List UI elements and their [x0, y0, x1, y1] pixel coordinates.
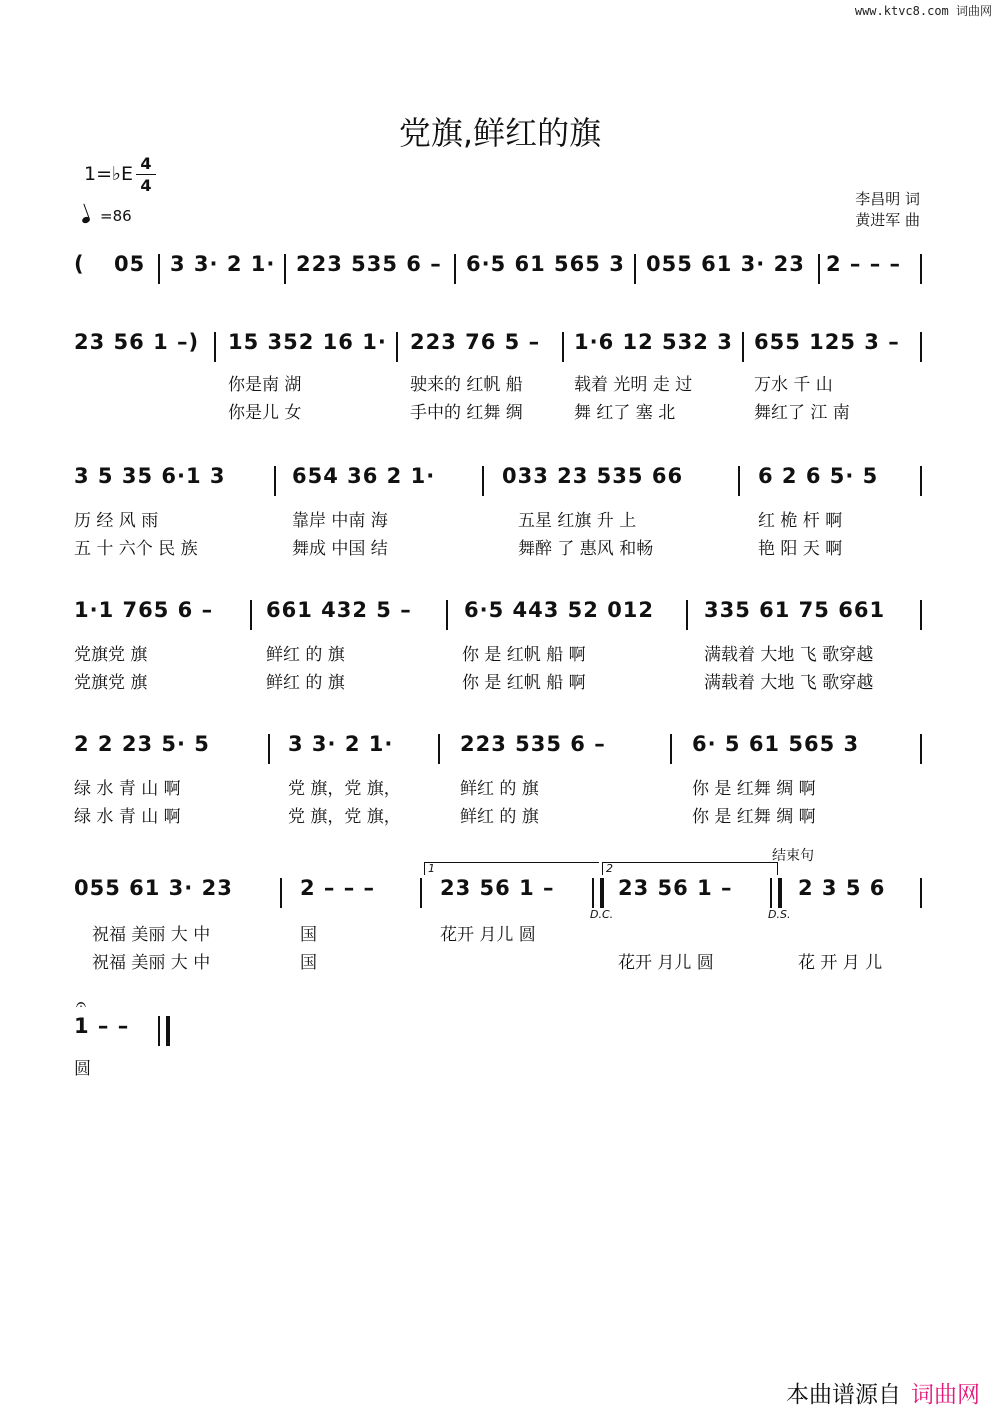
volta-2-label: 2	[606, 862, 613, 875]
lyric: 五 十 六个 民 族	[74, 539, 198, 559]
lyric: 五星 红旗 升 上	[518, 511, 637, 531]
lyric-line-2	[74, 948, 926, 973]
measure: 6· 5 61 565 3	[692, 732, 860, 756]
lyric: 靠岸 中南 海	[292, 511, 388, 531]
lyric: 你是儿 女	[228, 403, 302, 423]
page-title: 党旗,鲜红的旗	[398, 114, 602, 152]
lyric-line-1	[74, 920, 926, 945]
lyric: 党 旗，党 旗，	[288, 779, 401, 799]
lyric: 驶来的 红帆 船	[410, 375, 523, 395]
measure: 055 61 3· 23	[646, 252, 805, 276]
measure: 223 535 6 –	[460, 732, 606, 756]
lyric: 党旗党 旗	[74, 673, 148, 693]
lyric: 国	[300, 925, 317, 945]
volta-1-label: 1	[428, 862, 435, 875]
lyric: 你 是 红帆 船 啊	[462, 673, 586, 693]
watermark: www.ktvc8.com 词曲网	[854, 4, 992, 18]
lyric: 国	[300, 953, 317, 973]
lyric: 党 旗，党 旗，	[288, 807, 401, 827]
lyric-line-1	[74, 774, 926, 799]
lyric: 祝福 美丽 大 中	[92, 953, 211, 973]
measure: 3 3· 2 1·	[170, 252, 276, 276]
paren-open: (	[74, 252, 85, 276]
lyric-line-1	[74, 506, 926, 531]
coda-label: 结束句	[772, 848, 814, 864]
measure: 2 – – –	[300, 876, 376, 900]
measure: 23 56 1 –	[440, 876, 555, 900]
lyric: 你 是 红舞 绸 啊	[692, 807, 816, 827]
lyric: 手中的 红舞 绸	[410, 403, 523, 423]
lyric-line-1	[74, 1054, 926, 1079]
lyric: 鲜红 的 旗	[266, 645, 345, 665]
measure: 1·6 12 532 3	[574, 330, 733, 354]
lyric: 载着 光明 走 过	[574, 375, 693, 395]
measure: 2 2 23 5· 5	[74, 732, 210, 756]
measure: 05	[114, 252, 146, 276]
lyric: 鲜红 的 旗	[266, 673, 345, 693]
lyric: 祝福 美丽 大 中	[92, 925, 211, 945]
lyric: 绿 水 青 山 啊	[74, 807, 181, 827]
footer-brand-link[interactable]: 词曲网	[911, 1382, 980, 1408]
measure: 655 125 3 –	[754, 330, 900, 354]
measure: 335 61 75 661	[704, 598, 886, 622]
tempo-marking	[82, 207, 132, 225]
lyric-line-1	[74, 640, 926, 665]
footer-text: 本曲谱源自	[786, 1382, 901, 1408]
notes-line	[74, 252, 926, 292]
footer-credit	[786, 1376, 980, 1409]
lyric: 历 经 风 雨	[74, 511, 159, 531]
lyric: 你 是 红舞 绸 啊	[692, 779, 816, 799]
measure: 1·1 765 6 –	[74, 598, 214, 622]
measure: 055 61 3· 23	[74, 876, 233, 900]
lyric: 满载着 大地 飞 歌穿越	[704, 673, 874, 693]
dc-marking: D.C.	[590, 908, 614, 921]
lyric: 花 开 月 儿	[798, 953, 883, 973]
lyric: 你 是 红帆 船 啊	[462, 645, 586, 665]
measure: 6 2 6 5· 5	[758, 464, 879, 488]
measure: 3 5 35 6·1 3	[74, 464, 226, 488]
measure: 6·5 443 52 012	[464, 598, 655, 622]
lyric: 舞 红了 塞 北	[574, 403, 676, 423]
lyric: 花开 月儿 圆	[440, 925, 536, 945]
key-signature: 1=♭E	[84, 163, 133, 185]
lyric: 满载着 大地 飞 歌穿越	[704, 645, 874, 665]
lyric: 万水 千 山	[754, 375, 833, 395]
notes-line	[74, 1014, 926, 1054]
lyric-line-1	[74, 370, 926, 395]
measure: 2 3 5 6	[798, 876, 886, 900]
measure: 033 23 535 66	[502, 464, 684, 488]
measure: 23 56 1 –	[618, 876, 733, 900]
lyric: 艳 阳 天 啊	[758, 539, 843, 559]
lyric-line-2	[74, 668, 926, 693]
lyric: 鲜红 的 旗	[460, 779, 539, 799]
measure: 23 56 1 –)	[74, 330, 200, 354]
meter-top: 4	[140, 154, 152, 173]
lyric: 舞红了 江 南	[754, 403, 850, 423]
lyric: 你是南 湖	[228, 375, 302, 395]
lyric: 花开 月儿 圆	[618, 953, 714, 973]
measure: 2 – – –	[826, 252, 902, 276]
measure: 223 76 5 –	[410, 330, 541, 354]
measure: 3 3· 2 1·	[288, 732, 394, 756]
ds-marking: D.S.	[768, 908, 791, 921]
meter-bottom: 4	[140, 176, 152, 195]
measure: 654 36 2 1·	[292, 464, 436, 488]
tempo-value: =86	[100, 207, 132, 225]
lyric: 鲜红 的 旗	[460, 807, 539, 827]
measure: 6·5 61 565 3	[466, 252, 625, 276]
lyric-line-2	[74, 802, 926, 827]
composer-credit: 黄进军 曲	[855, 211, 920, 229]
measure: 15 352 16 1·	[228, 330, 387, 354]
lyric-line-2	[74, 534, 926, 559]
time-signature	[136, 154, 156, 195]
measure: 661 432 5 –	[266, 598, 412, 622]
lyric: 舞成 中国 结	[292, 539, 388, 559]
notes-line	[74, 876, 926, 916]
lyric: 红 桅 杆 啊	[758, 511, 843, 531]
measure: 1 – –	[74, 1014, 130, 1038]
quarter-note-icon	[81, 216, 91, 224]
lyric: 党旗党 旗	[74, 645, 148, 665]
notes-line	[74, 732, 926, 772]
lyric: 舞醉 了 惠风 和畅	[518, 539, 654, 559]
lyric: 圆	[74, 1059, 91, 1079]
notes-line	[74, 598, 926, 638]
lyric: 绿 水 青 山 啊	[74, 779, 181, 799]
notes-line	[74, 464, 926, 504]
lyricist-credit: 李昌明 词	[855, 190, 920, 208]
fermata-icon: 𝄐	[76, 994, 87, 1015]
notes-line	[74, 330, 926, 370]
measure: 223 535 6 –	[296, 252, 442, 276]
lyric-line-2	[74, 398, 926, 423]
